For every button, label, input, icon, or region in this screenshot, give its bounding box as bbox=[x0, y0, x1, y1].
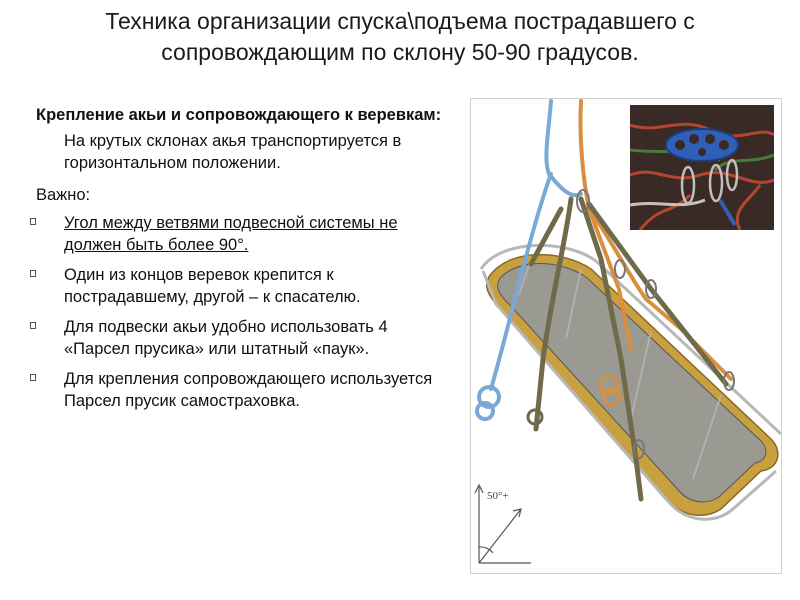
slide-title-line-2: сопровождающим по склону 50-90 градусов. bbox=[161, 39, 639, 65]
bullet-list bbox=[36, 212, 456, 412]
angle-label: 50°+ bbox=[487, 490, 509, 502]
anchor-photo bbox=[630, 105, 774, 230]
bullet-text: Один из концов веревок крепится к пострадавшему, другой – к спасателю. bbox=[64, 266, 361, 306]
bullet-marker-icon bbox=[30, 374, 36, 381]
spider-anchor-icon bbox=[630, 105, 774, 230]
bullet-marker-icon bbox=[30, 270, 36, 277]
bullet-text: Для подвески акьи удобно использовать 4 «Парсел прусика» или штатный «паук». bbox=[64, 318, 388, 358]
bullet-marker-icon bbox=[30, 322, 36, 329]
bullet-text: Угол между ветвями подвесной системы не должен быть более 90°. bbox=[64, 214, 398, 254]
important-label: Важно: bbox=[36, 186, 91, 204]
intro-paragraph: На крутых склонах акья транспортируется в горизонтальном положении. bbox=[64, 132, 402, 172]
section-heading: Крепление акьи и сопровождающего к веревкам: bbox=[36, 106, 442, 124]
slide-title-line-1: Техника организации спуска\подъема пострадавшего с bbox=[105, 8, 695, 34]
slide-title bbox=[20, 6, 780, 68]
bullet-item bbox=[36, 212, 456, 256]
bullet-item bbox=[36, 264, 456, 308]
bullet-marker-icon bbox=[30, 218, 36, 225]
bullet-text: Для крепления сопровождающего используется Парсел прусик самостраховка. bbox=[64, 370, 433, 410]
text-block bbox=[36, 104, 456, 420]
bullet-item bbox=[36, 316, 456, 360]
stretcher-icon bbox=[481, 245, 781, 519]
bullet-item bbox=[36, 368, 456, 412]
